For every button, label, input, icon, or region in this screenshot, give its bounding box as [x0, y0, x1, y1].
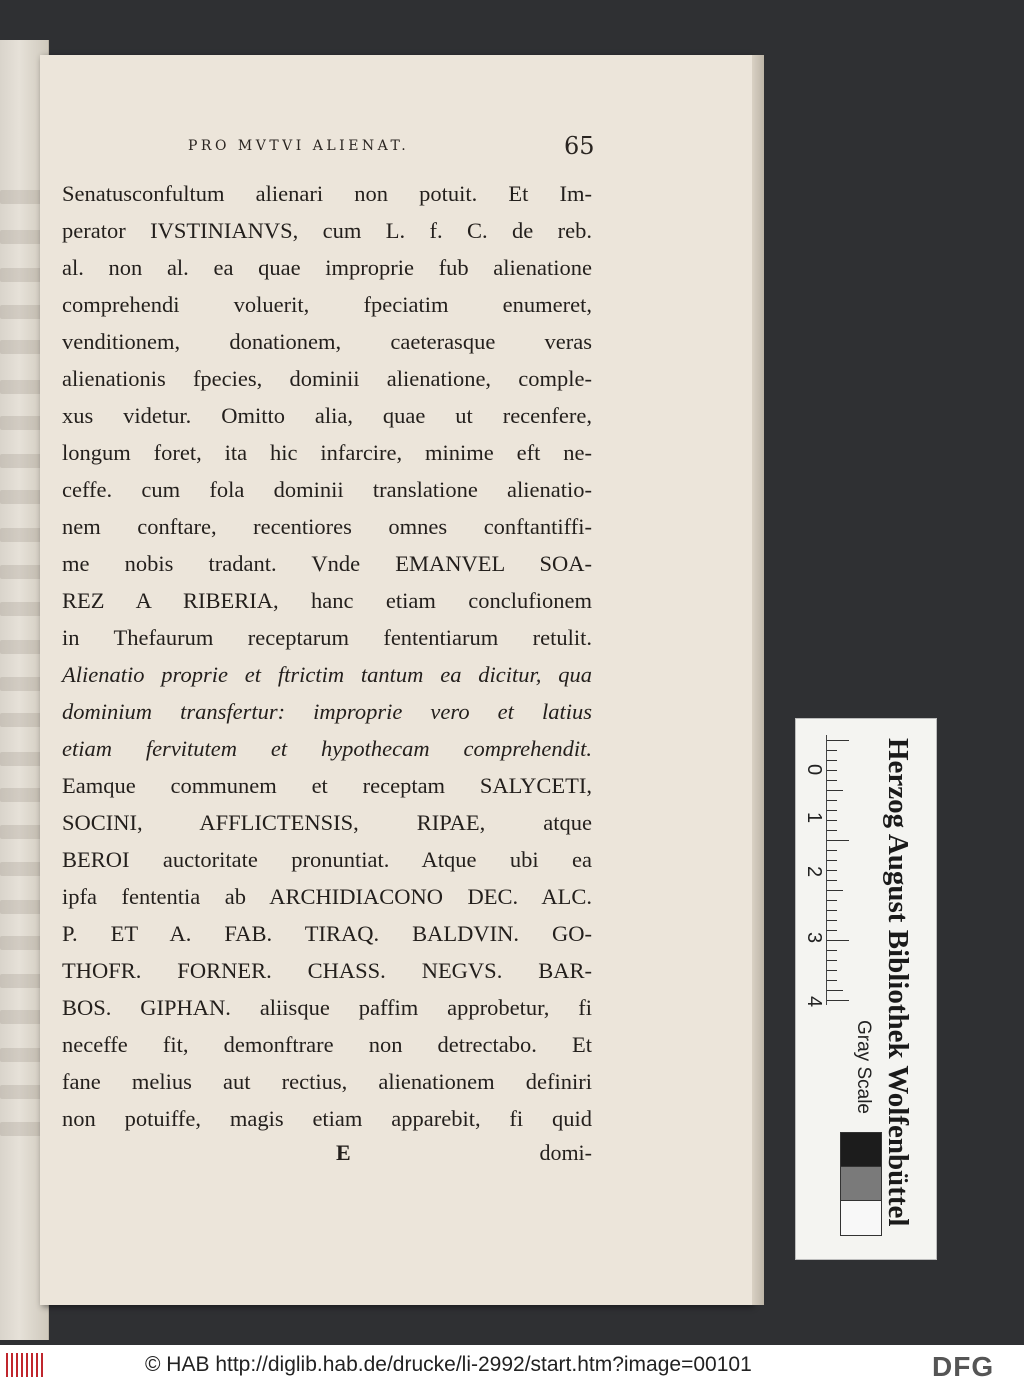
ruler-label: 3	[803, 931, 826, 944]
gray-scale-label: Gray Scale	[853, 1020, 874, 1114]
text-line: P. ET A. FAB. TIRAQ. BALDVIN. GO-	[62, 921, 592, 946]
page-footer-marks	[62, 1140, 592, 1170]
text-line: ceffe. cum fola dominii translatione alienatio-	[62, 477, 592, 502]
hab-logo-icon	[6, 1353, 46, 1377]
gray-swatch-dark	[840, 1132, 882, 1168]
ruler-label: 0	[803, 763, 826, 776]
text-line-italic: Alienatio proprie et ftrictim tantum ea dicitur, qua	[62, 662, 592, 687]
text-line-italic: dominium transfertur: improprie vero et latius	[62, 699, 592, 724]
gray-swatch-mid	[840, 1166, 882, 1202]
body-text	[62, 175, 592, 1137]
text-line: SOCINI, AFFLICTENSIS, RIPAE, atque	[62, 810, 592, 835]
text-line: THOFR. FORNER. CHASS. NEGVS. BAR-	[62, 958, 592, 983]
text-line: longum foret, ita hic infarcire, minime eft ne-	[62, 440, 592, 465]
text-line: nem conftare, recentiores omnes conftantiffi-	[62, 514, 592, 539]
gray-swatch-light	[840, 1200, 882, 1236]
text-line: Senatusconfultum alienari non potuit. Et Im-	[62, 181, 592, 206]
text-line: neceffe fit, demonftrare non detrectabo. Et	[62, 1032, 592, 1057]
text-line: me nobis tradant. Vnde EMANVEL SOA-	[62, 551, 592, 576]
ruler-label: 2	[803, 865, 826, 878]
catchword: domi-	[539, 1140, 592, 1165]
text-line: comprehendi voluerit, fpeciatim enumeret,	[62, 292, 592, 317]
text-line: BOS. GIPHAN. aliisque paffim approbetur, fi	[62, 995, 592, 1020]
running-head: PRO MVTVI ALIENAT.	[188, 138, 410, 154]
text-line: fane melius aut rectius, alienationem definiri	[62, 1069, 592, 1094]
scale-card-title: Herzog August Bibliothek Wolfenbüttel	[882, 738, 914, 1227]
text-line: xus videtur. Omitto alia, quae ut recenfere,	[62, 403, 592, 428]
text-line: venditionem, donationem, caeterasque veras	[62, 329, 592, 354]
ruler	[826, 735, 849, 1005]
text-line: non potuiffe, magis etiam apparebit, fi quid	[62, 1106, 592, 1131]
text-line: perator IVSTINIANVS, cum L. f. C. de reb.	[62, 218, 592, 243]
dfg-logo: DFG	[932, 1351, 995, 1382]
text-line: al. non al. ea quae improprie fub alienatione	[62, 255, 592, 280]
text-line: BEROI auctoritate pronuntiat. Atque ubi ea	[62, 847, 592, 872]
copyright-link[interactable]: © HAB http://diglib.hab.de/drucke/li-2992/start.htm?image=00101	[145, 1353, 752, 1376]
signature-mark: E	[336, 1140, 351, 1165]
page-number: 65	[564, 132, 595, 160]
page-edge	[752, 55, 764, 1305]
ruler-label: 4	[803, 995, 826, 1008]
ruler-label: 1	[803, 811, 826, 824]
text-line: REZ A RIBERIA, hanc etiam conclufionem	[62, 588, 592, 613]
text-line: ipfa fententia ab ARCHIDIACONO DEC. ALC.	[62, 884, 592, 909]
text-line-italic: etiam fervitutem et hypothecam comprehendit.	[62, 736, 592, 761]
viewer-footer	[0, 1345, 1024, 1385]
text-line: in Thefaurum receptarum fententiarum retulit.	[62, 625, 592, 650]
text-line: Eamque communem et receptam SALYCETI,	[62, 773, 592, 798]
text-line: alienationis fpecies, dominii alienatione, comple-	[62, 366, 592, 391]
